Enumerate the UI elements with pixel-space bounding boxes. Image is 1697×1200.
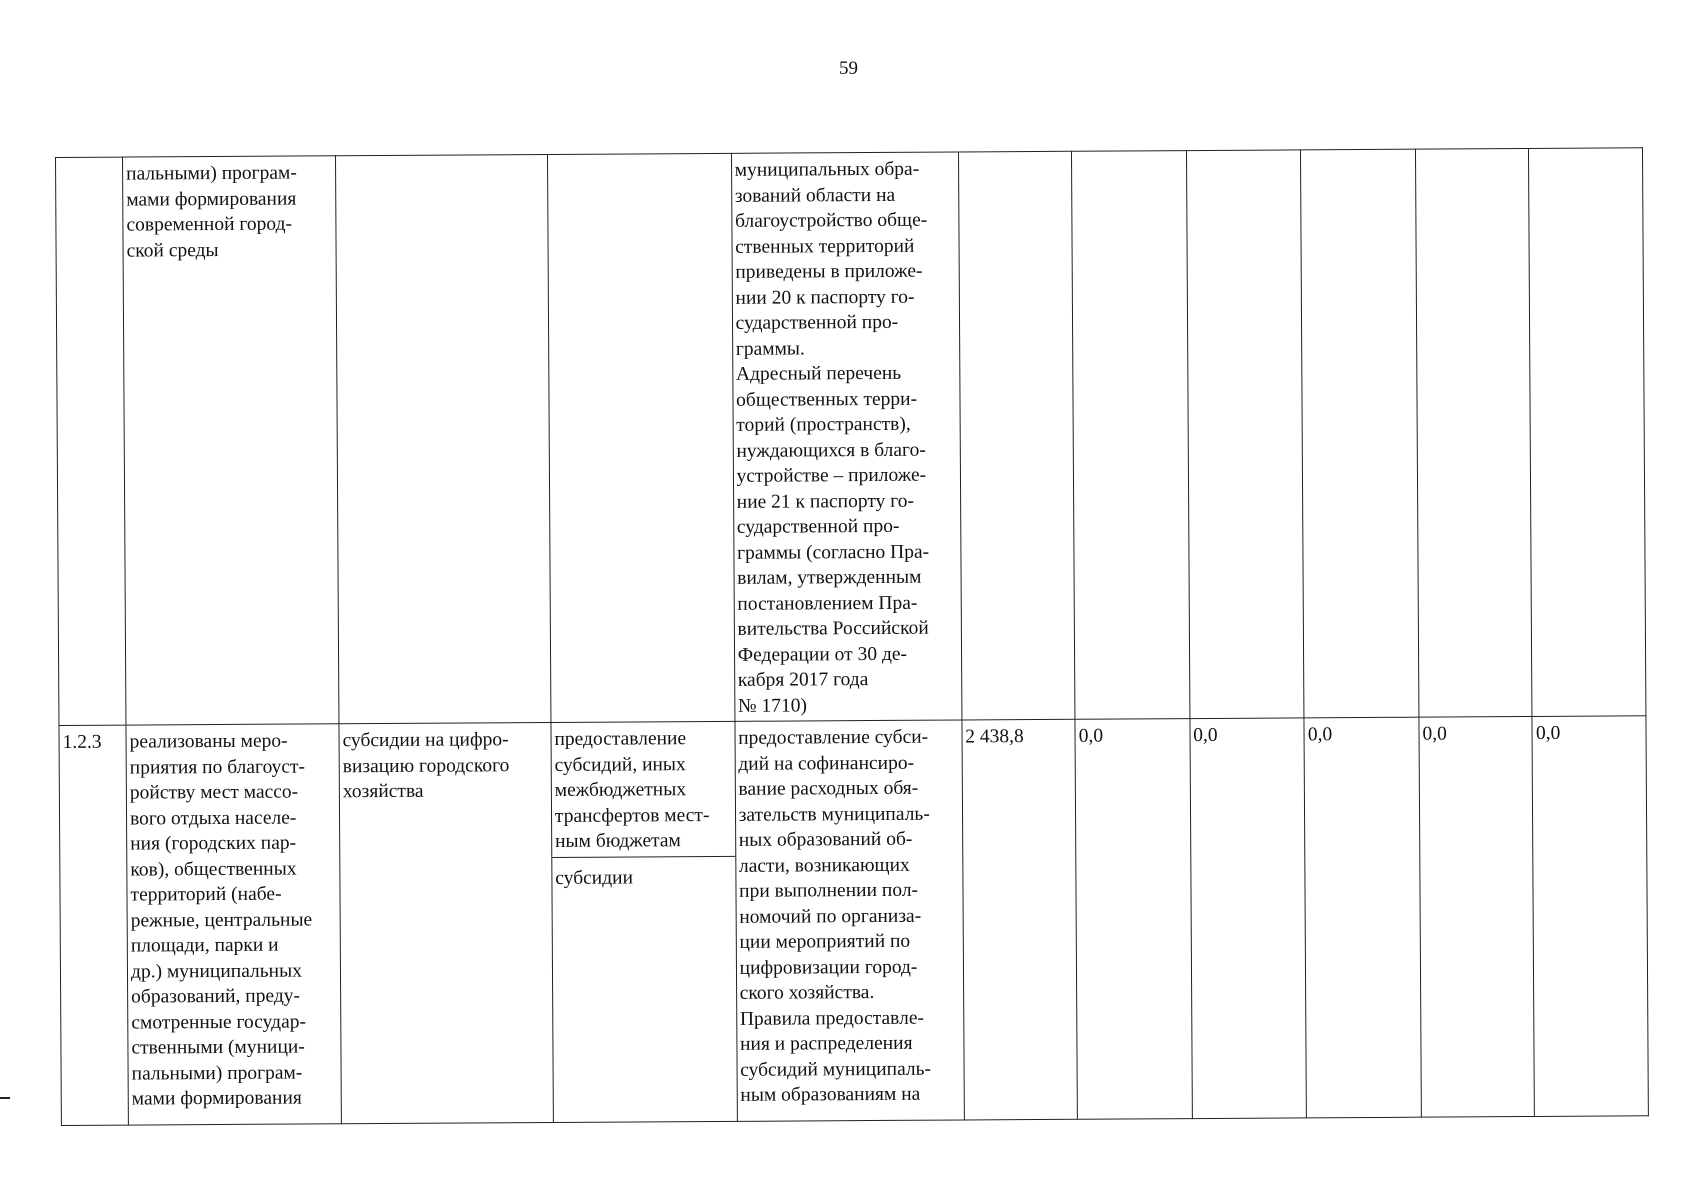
cell-number: 1.2.3 [59,725,128,1125]
cell-type-bottom: субсидии [555,866,634,889]
cell-type [547,153,734,722]
table-row [56,148,1646,726]
cell-measure [335,154,550,723]
cell-value [958,151,1075,720]
cell-value: 0,0 [1532,716,1648,1117]
page-number: 59 [839,58,858,79]
program-table [55,147,1649,1126]
cell-value [1415,148,1532,717]
margin-mark [0,1097,10,1099]
cell-value: 0,0 [1419,716,1535,1117]
cell-description: предоставление субси- дий на софинансиро- вание расходных обя- зательств муниципаль- ных образований об- ласти, возникающих при выполнении пол- номочий по организа- ции мероприятий по цифровизации город- ского хозяйства. Правила предоставле- ния и распределения субсидий муниципаль- ным образованиям на [735,720,964,1121]
cell-value [1529,148,1646,717]
cell-result: реализованы меро- приятия по благоуст- ройству мест массо- вого отдыха населе- ния (городских пар- ков), общественных территорий (набе- режные, центральные площади, парки и др.) муниципальных образований, преду- смотренные государ- ственными (муници- пальными) програм- мами формирования [126,724,341,1125]
table-row [59,716,1648,1126]
cell-value: 0,0 [1304,717,1421,1118]
cell-value [1072,151,1190,720]
cell-description: муниципальных обра- зований области на благоустройство обще- ственных территорий приведены в приложе- нии 20 к паспорту го- сударственной про- граммы. Адресный перечень общественных терри- торий (пространств), нуждающихся в благо- устройстве – приложе- ние 21 к паспорту го- сударственной про- граммы (согласно Пра- вилам, утвержденным постановлением Пра- вительства Российской Федерации от 30 де- кабря 2017 года № 1710) [731,152,961,721]
cell-result: пальными) програм- мами формирования современной город- ской среды [123,156,339,725]
cell-measure: субсидии на цифро- визацию городского хозяйства [339,722,553,1123]
cell-value: 0,0 [1075,719,1192,1120]
cell-number [56,157,126,725]
cell-value [1301,149,1419,718]
cell-value: 2 438,8 [962,719,1078,1120]
cell-value [1186,150,1304,719]
cell-type-top: предоставление субсидий, иных межбюджетных трансфертов мест- ным бюджетам [551,722,735,858]
cell-value: 0,0 [1190,718,1307,1119]
cell-type [551,721,737,1122]
